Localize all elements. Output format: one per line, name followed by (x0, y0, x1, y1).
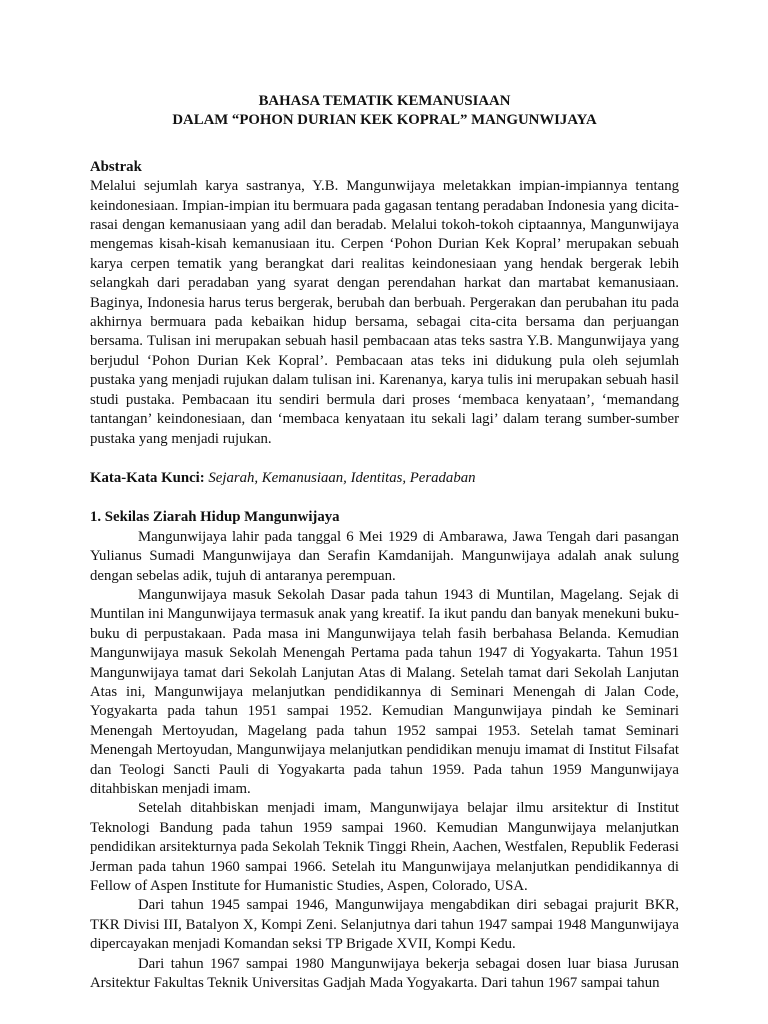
body-paragraph: Dari tahun 1967 sampai 1980 Mangunwijaya bekerja sebagai dosen luar biasa Jurusan Arsitektur Fakultas Teknik Universitas Gadjah Mada Yogyakarta. Dari tahun 1967 sampai tahun (90, 955, 679, 992)
spacer (90, 131, 679, 158)
body-paragraph: Mangunwijaya lahir pada tanggal 6 Mei 1929 di Ambarawa, Jawa Tengah dari pasangan Yulianus Sumadi Mangunwijaya dan Serafin Kamdanijah. Mangunwijaya adalah anak sulung dengan sebelas adik, tujuh di antaranya perempuan. (90, 528, 679, 584)
spacer (90, 488, 679, 508)
abstract-heading: Abstrak (90, 158, 142, 175)
section-heading: 1. Sekilas Ziarah Hidup Mangunwijaya (90, 509, 340, 526)
body-paragraph: Setelah ditahbiskan menjadi imam, Mangunwijaya belajar ilmu arsitektur di Institut Teknologi Bandung pada tahun 1959 sampai 1960. Kemudian Mangunwijaya melanjutkan pendidikan arsitekturnya pada Sekolah Teknik Tinggi Rhein, Aachen, Westfalen, Republik Federasi Jerman pada tahun 1960 sampai 1966. Setelah itu Mangunwijaya melanjutkan pendidikannya di Fellow of Aspen Institute for Humanistic Studies, Aspen, Colorado, USA. (90, 800, 679, 895)
spacer (90, 449, 679, 469)
body-paragraph: Dari tahun 1945 sampai 1946, Mangunwijaya mengabdikan diri sebagai prajurit BKR, TKR Divisi III, Batalyon X, Kompi Zeni. Selanjutnya dari tahun 1947 sampai 1948 Mangunwijaya dipercayakan menjadi Komandan seksi TP Brigade XVII, Kompi Kedu. (90, 897, 679, 953)
document-body (90, 92, 679, 993)
keywords-label: Kata-Kata Kunci: (90, 469, 205, 486)
keywords-list: Sejarah, Kemanusiaan, Identitas, Peradaban (208, 469, 476, 486)
title-line-1: BAHASA TEMATIK KEMANUSIAAN (258, 93, 511, 109)
abstract-paragraph: Melalui sejumlah karya sastranya, Y.B. Mangunwijaya meletakkan impian-impiannya tentang keindonesiaan. Impian-impian itu bermuara pada gagasan tentang peradaban Indonesia yang dicita-rasai dengan kemanusiaan yang adil dan beradab. Melalui tokoh-tokoh ciptaannya, Mangunwijaya mengemas kisah-kisah kemanusiaan itu. Cerpen ‘Pohon Durian Kek Kopral’ merupakan sebuah karya cerpen tematik yang berangkat dari realitas keindonesiaan yang hendak bergerak lebih selangkah dari peradaban yang syarat dengan perendahan harkat dan martabat kemanusiaan. Baginya, Indonesia harus terus bergerak, berubah dan berbuah. Pergerakan dan perubahan itu pada akhirnya bermuara pada kebaikan hidup bersama, sebagai cita-cita bersama dan perjuangan bersama. Tulisan ini merupakan sebuah hasil pembacaan atas teks sastra Y.B. Mangunwijaya yang berjudul ‘Pohon Durian Kek Kopral’. Pembacaan atas teks ini didukung pula oleh sejumlah pustaka yang menjadi rujukan dalam tulisan ini. Karenanya, karya tulis ini merupakan sebuah hasil studi pustaka. Pembacaan itu sendiri bermula dari proses ‘membaca kenyataan’, ‘memandang tantangan’ keindonesiaan, dan ‘membaca kenyataan itu sekali lagi’ dalam terang sumber-sumber pustaka yang menjadi rujukan. (90, 178, 679, 447)
keywords-line (90, 469, 679, 488)
body-paragraph: Mangunwijaya masuk Sekolah Dasar pada tahun 1943 di Muntilan, Magelang. Sejak di Muntilan ini Mangunwijaya termasuk anak yang kreatif. Ia ikut pandu dan banyak menekuni buku-buku di perpustakaan. Pada masa ini Mangunwijaya telah fasih berbahasa Belanda. Kemudian Mangunwijaya masuk Sekolah Menengah Pertama pada tahun 1947 di Yogyakarta. Tahun 1951 Mangunwijaya tamat dari Sekolah Lanjutan Atas di Malang. Setelah tamat dari Sekolah Lanjutan Atas ini, Mangunwijaya melanjutkan pendidikannya di Seminari Menengah di Jalan Code, Yogyakarta pada tahun 1951 sampai 1952. Kemudian Mangunwijaya pindah ke Seminari Menengah Mertoyudan, Magelang pada tahun 1952 sampai 1953. Setelah tamat Seminari Menengah Mertoyudan, Mangunwijaya melanjutkan pendidikan menuju imamat di Institut Filsafat dan Teologi Sancti Pauli di Yogyakarta pada tahun 1959. Pada tahun 1959 Mangunwijaya ditahbiskan menjadi imam. (90, 586, 679, 797)
title-line-2: DALAM “POHON DURIAN KEK KOPRAL” MANGUNWIJAYA (172, 112, 597, 129)
